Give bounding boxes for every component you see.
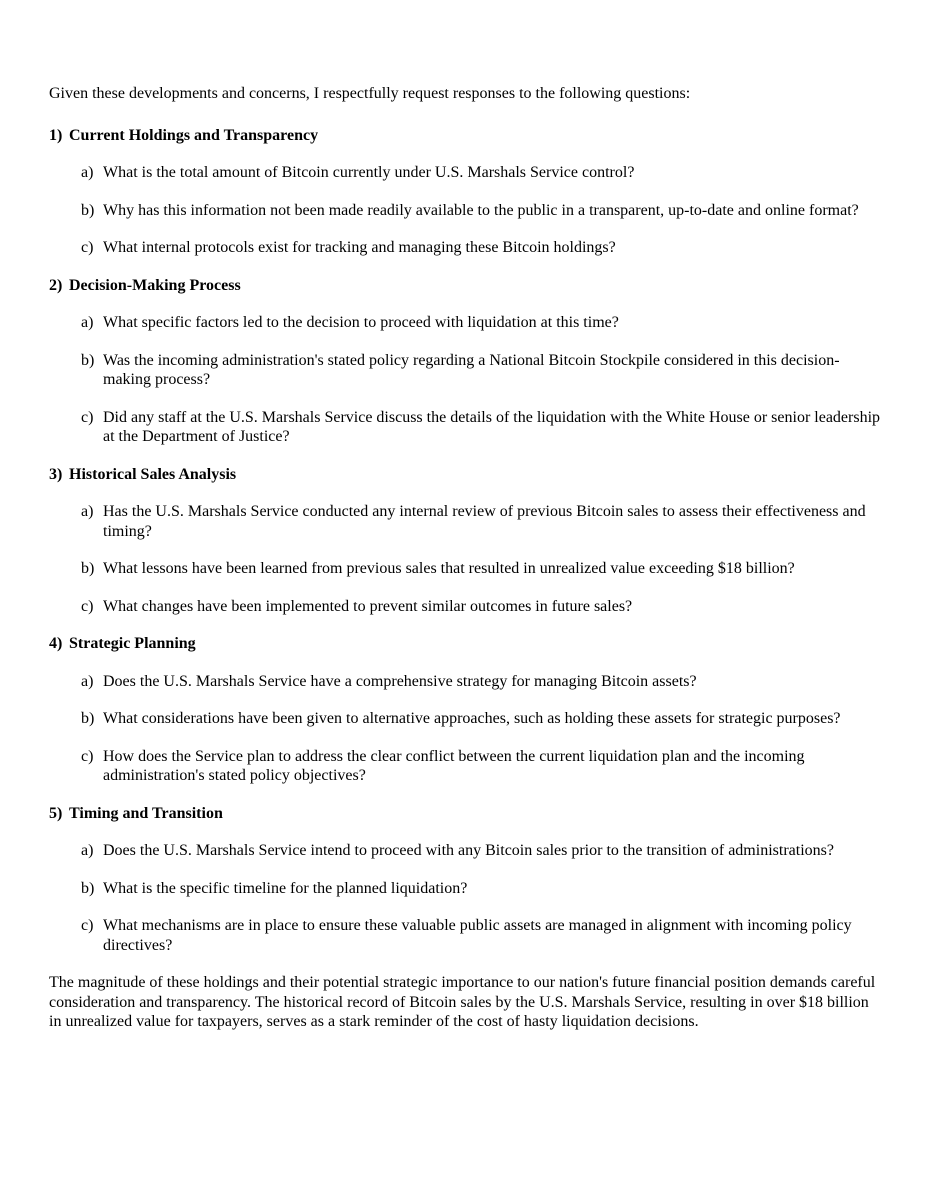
- question-number: 1): [49, 126, 63, 144]
- item-label: b): [81, 710, 95, 727]
- item-label: c): [81, 597, 94, 615]
- question-item: [81, 841, 883, 861]
- item-label: a): [81, 842, 94, 859]
- question-title: Historical Sales Analysis: [69, 465, 237, 483]
- item-label: c): [81, 239, 94, 256]
- item-text: Does the U.S. Marshals Service intend to proceed with any Bitcoin sales prior to the transition of administrations?: [103, 842, 834, 859]
- question-title: Strategic Planning: [69, 635, 196, 652]
- item-text: Did any staff at the U.S. Marshals Service discuss the details of the liquidation with the White House or senior leadership at the Department of Justice?: [103, 408, 881, 445]
- question-item: [81, 747, 883, 786]
- item-text: What is the specific timeline for the planned liquidation?: [103, 879, 468, 897]
- question-item: [81, 672, 883, 692]
- closing-paragraph: The magnitude of these holdings and their potential strategic importance to our nation's future financial position demands careful consideration and transparency. The historical record of Bitcoin sales by the U.S. Marshals Service, resulting in over $18 billion in unrealized value for taxpayers, serves as a stark reminder of the cost of hasty liquidation decisions.: [49, 974, 876, 1030]
- item-label: a): [81, 164, 94, 181]
- item-text: What changes have been implemented to prevent similar outcomes in future sales?: [103, 597, 633, 615]
- question-title: Timing and Transition: [69, 804, 223, 822]
- question-item: [81, 916, 883, 955]
- item-label: a): [81, 314, 94, 331]
- intro-paragraph: Given these developments and concerns, I respectfully request responses to the following questions:: [49, 85, 691, 102]
- questions-list: [49, 126, 883, 956]
- question-item: [81, 163, 883, 183]
- question-number: 4): [49, 635, 63, 652]
- item-label: b): [81, 351, 95, 369]
- question-item: [81, 502, 883, 541]
- question-title: Decision-Making Process: [69, 276, 241, 294]
- question-number: 5): [49, 804, 63, 822]
- question-section: [49, 276, 883, 447]
- item-text: What internal protocols exist for tracking and managing these Bitcoin holdings?: [103, 239, 616, 256]
- question-item: [81, 709, 883, 729]
- question-section: [49, 465, 883, 617]
- question-heading: [49, 634, 883, 654]
- item-label: c): [81, 747, 94, 765]
- item-label: b): [81, 879, 95, 897]
- item-label: b): [81, 201, 95, 219]
- question-item: [81, 313, 883, 333]
- item-text: What specific factors led to the decision to proceed with liquidation at this time?: [103, 314, 619, 331]
- question-title: Current Holdings and Transparency: [69, 126, 319, 144]
- item-text: Why has this information not been made readily available to the public in a transparent, up-to-date and online format?: [103, 201, 859, 219]
- question-number: 2): [49, 276, 63, 294]
- item-text: What is the total amount of Bitcoin currently under U.S. Marshals Service control?: [103, 164, 635, 181]
- item-text: How does the Service plan to address the clear conflict between the current liquidation plan and the incoming administration's stated policy objectives?: [103, 747, 805, 784]
- question-section: [49, 634, 883, 786]
- question-heading: [49, 465, 883, 485]
- question-section: [49, 804, 883, 956]
- question-item: [81, 597, 883, 617]
- item-text: Was the incoming administration's stated policy regarding a National Bitcoin Stockpile considered in this decision-making process?: [103, 351, 840, 388]
- item-label: c): [81, 408, 94, 426]
- item-label: b): [81, 560, 95, 577]
- item-label: a): [81, 503, 94, 520]
- question-item: [81, 879, 883, 899]
- item-label: c): [81, 917, 94, 934]
- question-item: [81, 408, 883, 447]
- item-text: What mechanisms are in place to ensure these valuable public assets are managed in alignment with incoming policy directives?: [103, 917, 852, 954]
- question-item: [81, 351, 883, 390]
- question-heading: [49, 276, 883, 296]
- question-heading: [49, 126, 883, 146]
- question-section: [49, 126, 883, 258]
- question-item: [81, 201, 883, 221]
- question-item: [81, 238, 883, 258]
- question-item: [81, 559, 883, 579]
- item-text: Has the U.S. Marshals Service conducted any internal review of previous Bitcoin sales to assess their effectiveness and timing?: [103, 503, 866, 540]
- question-heading: [49, 804, 883, 824]
- item-text: Does the U.S. Marshals Service have a comprehensive strategy for managing Bitcoin assets?: [103, 672, 697, 690]
- question-number: 3): [49, 465, 63, 483]
- item-label: a): [81, 672, 94, 690]
- item-text: What lessons have been learned from previous sales that resulted in unrealized value exceeding $18 billion?: [103, 560, 795, 577]
- item-text: What considerations have been given to alternative approaches, such as holding these assets for strategic purposes?: [103, 710, 841, 727]
